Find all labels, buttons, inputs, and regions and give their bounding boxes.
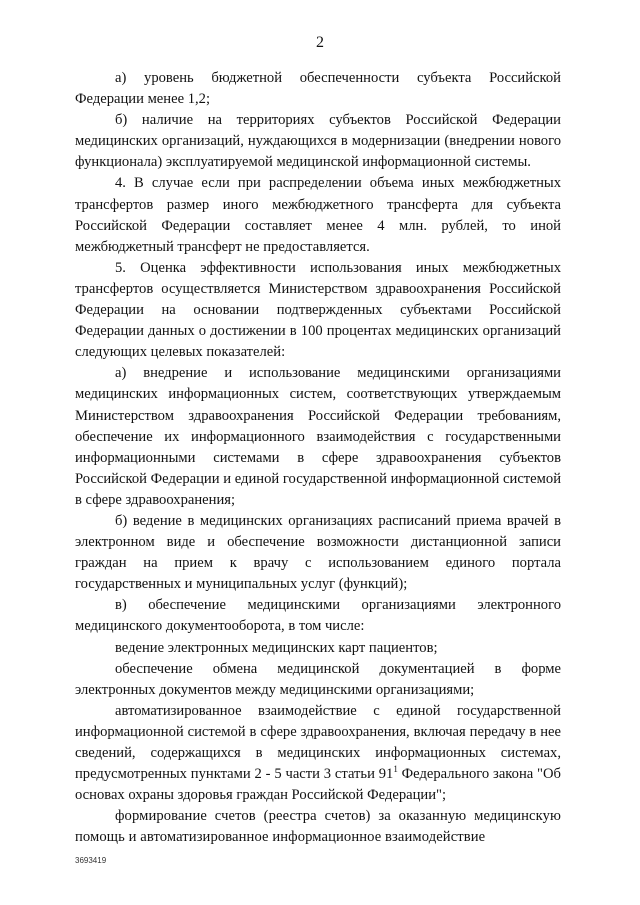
paragraph-item-4: 4. В случае если при распределении объема иных межбюджетных трансфертов размер иного межбюджетного трансферта для субъекта Российской Федерации составляет менее 4 млн. рублей, то иной межбюджетный трансферт не предоставляется.: [75, 175, 561, 255]
federal-law-reference: Федерального закона "Об основах охраны здоровья граждан Российской Федерации";: [75, 766, 561, 804]
paragraph-document-exchange: обеспечение обмена медицинской документацией в форме электронных документов между медицинскими организациями;: [75, 660, 561, 698]
page-number: 2: [316, 34, 324, 51]
document-code: 3693419: [75, 856, 107, 865]
paragraph-automated-interaction: [75, 701, 561, 806]
paragraph-invoicing: формирование счетов (реестра счетов) за оказанную медицинскую помощь и автоматизированное информационное взаимодействие: [75, 808, 561, 846]
paragraph-subitem-b: б) наличие на территориях субъектов Российской Федерации медицинских организаций, нуждающихся в модернизации (внедрении нового функционала) эксплуатируемой медицинской информационной системы.: [75, 112, 561, 171]
paragraph-subitem-a: а) уровень бюджетной обеспеченности субъекта Российской Федерации менее 1,2;: [75, 70, 561, 108]
paragraph-indicator-a: а) внедрение и использование медицинскими организациями медицинских информационных систем, соответствующих утверждаемым Министерством здравоохранения Российской Федерации требованиям, обеспечение их информационного взаимодействия с государственными информационными системами в сфере здравоохранения субъектов Российской Федерации и единой государственной информационной системой в сфере здравоохранения;: [75, 365, 561, 508]
paragraph-indicator-b: б) ведение в медицинских организациях расписаний приема врачей в электронном виде и обеспечение возможности дистанционной записи граждан на прием к врачу с использованием единого портала государственных и муниципальных услуг (функций);: [75, 512, 561, 593]
article-superscript: 1: [393, 764, 398, 775]
paragraph-item-5: 5. Оценка эффективности использования иных межбюджетных трансфертов осуществляется Министерством здравоохранения Российской Федерации на основании подтвержденных субъектами Российской Федерации данных о достижении в 100 процентах медицинских организаций следующих целевых показателей:: [75, 259, 561, 361]
paragraph-indicator-v: в) обеспечение медицинскими организациями электронного медицинского документооборота, в том числе:: [75, 597, 561, 635]
paragraph-medical-records: ведение электронных медицинских карт пациентов;: [115, 639, 438, 656]
automated-interaction-text: автоматизированное взаимодействие с единой государственной информационной системой в сфере здравоохранения, включая передачу в нее сведений, содержащихся в медицинских информационных системах, предусмотренных пунктами 2 - 5 части 3 статьи 91: [75, 702, 561, 783]
document-body: [75, 68, 561, 848]
